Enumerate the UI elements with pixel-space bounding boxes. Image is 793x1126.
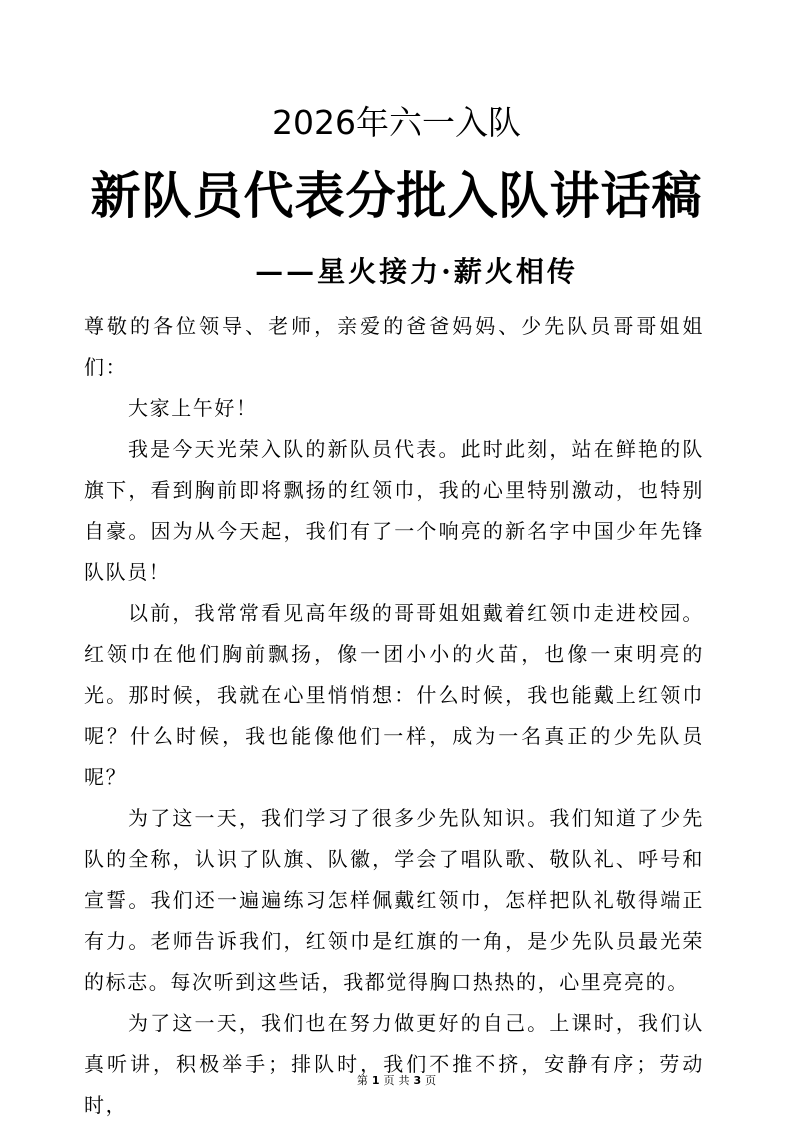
body-paragraph: 为了这一天，我们学习了很多少先队知识。我们知道了少先队的全称，认识了队旗、队徽，学会了唱队歌、敬队礼、呼号和宣誓。我们还一遍遍练习怎样佩戴红领巾，怎样把队礼敬得端正有力。老师告诉我们，红领巾是红旗的一角，是少先队员最光荣的标志。每次听到这些话，我都觉得胸口热热的，心里亮亮的。: [84, 806, 704, 994]
current-page-number: 1: [371, 1074, 380, 1087]
total-page-number: 3: [413, 1074, 422, 1087]
body-paragraph: 为了这一天，我们也在努力做更好的自己。上课时，我们认真听讲，积极举手；排队时，我们不推不挤，安静有序；劳动时，: [84, 1011, 704, 1117]
greeting-paragraph: 大家上午好！: [128, 396, 258, 420]
subtitle: ——星火接力·薪火相传: [255, 255, 578, 288]
page-footer: [0, 1073, 793, 1089]
footer-total-word: 共: [398, 1074, 410, 1087]
page-title: 新队员代表分批入队讲话稿: [90, 166, 703, 225]
footer-suffix: 页: [425, 1074, 437, 1087]
body-paragraph: 我是今天光荣入队的新队员代表。此时此刻，站在鲜艳的队旗下，看到胸前即将飘扬的红领巾，我的心里特别激动，也特别自豪。因为从今天起，我们有了一个响亮的新名字中国少年先锋队队员！: [84, 437, 704, 584]
footer-page-word: 页: [383, 1074, 395, 1087]
salutation-paragraph: 尊敬的各位领导、老师，亲爱的爸爸妈妈、少先队员哥哥姐姐们：: [84, 314, 704, 379]
body-paragraph: 以前，我常常看见高年级的哥哥姐姐戴着红领巾走进校园。红领巾在他们胸前飘扬，像一团小小的火苗，也像一束明亮的光。那时候，我就在心里悄悄想：什么时候，我也能戴上红领巾呢？什么时候，我也能像他们一样，成为一名真正的少先队员呢？: [84, 601, 704, 789]
title-line-1: 2026年六一入队: [272, 103, 521, 142]
body-text: [84, 306, 704, 1126]
footer-prefix: 第: [356, 1074, 368, 1087]
